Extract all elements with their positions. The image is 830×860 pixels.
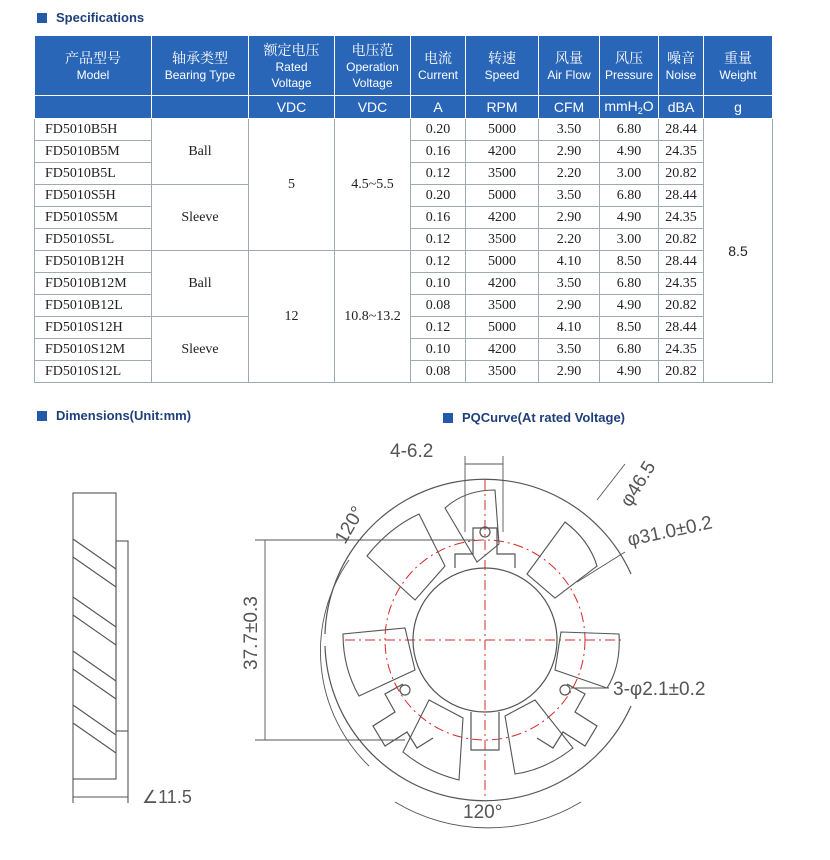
side-view-body [73,493,116,779]
speed-cell: 3500 [466,163,539,185]
unit-weight: g [704,96,773,119]
current-cell: 0.16 [411,141,466,163]
operation-voltage-cell: 10.8~13.2 [335,251,411,383]
model-cell: FD5010S5L [35,229,152,251]
speed-cell: 5000 [466,317,539,339]
airflow-cell: 2.90 [539,361,600,383]
speed-cell: 4200 [466,141,539,163]
pressure-cell: 4.90 [600,207,659,229]
unit-operation-voltage: VDC [335,96,411,119]
pressure-cell: 6.80 [600,185,659,207]
current-cell: 0.08 [411,295,466,317]
pressure-cell: 6.80 [600,273,659,295]
front-view-drawing [241,441,775,830]
airflow-cell: 3.50 [539,273,600,295]
noise-cell: 24.35 [659,273,704,295]
model-cell: FD5010S12H [35,317,152,339]
inner-dia-label: φ31.0±0.2 [625,512,715,551]
model-cell: FD5010B12H [35,251,152,273]
rated-voltage-cell: 5 [249,119,335,251]
unit-airflow: CFM [539,96,600,119]
pressure-cell: 6.80 [600,339,659,361]
current-cell: 0.10 [411,339,466,361]
section-square-icon [443,413,453,423]
airflow-cell: 2.90 [539,141,600,163]
operation-voltage-cell: 4.5~5.5 [335,119,411,251]
airflow-cell: 4.10 [539,251,600,273]
unit-pressure: mmH$_2$O [600,96,659,119]
noise-cell: 28.44 [659,119,704,141]
header-operation-voltage: 电压范 Operation Voltage [335,36,411,96]
noise-cell: 20.82 [659,295,704,317]
noise-cell: 24.35 [659,339,704,361]
pq-curve-title-text: PQCurve(At rated Voltage) [462,410,626,425]
header-speed: 转速 Speed [466,36,539,96]
header-weight: 重量 Weight [704,36,773,96]
speed-cell: 4200 [466,273,539,295]
current-cell: 0.12 [411,317,466,339]
mount-hole-left [400,685,410,695]
noise-cell: 28.44 [659,185,704,207]
unit-rated-voltage: VDC [249,96,335,119]
current-cell: 0.20 [411,119,466,141]
table-row [35,119,773,141]
header-noise: 噪音 Noise [659,36,704,96]
airflow-cell: 3.50 [539,119,600,141]
current-cell: 0.08 [411,361,466,383]
model-cell: FD5010B5M [35,141,152,163]
airflow-cell: 2.90 [539,207,600,229]
angle-top-label: 120° [331,502,369,548]
noise-cell: 28.44 [659,251,704,273]
model-cell: FD5010S5M [35,207,152,229]
pressure-cell: 8.50 [600,251,659,273]
dimensions-title [37,408,191,423]
model-cell: FD5010B12M [35,273,152,295]
blade-edge-1 [73,539,116,587]
side-view-hub [116,541,128,731]
current-cell: 0.12 [411,251,466,273]
bearing-cell: Ball [152,251,249,317]
blade-edge-3 [73,651,116,699]
specifications-title-text: Specifications [56,10,145,25]
noise-cell: 20.82 [659,229,704,251]
current-cell: 0.16 [411,207,466,229]
pq-curve-title [443,410,625,425]
current-cell: 0.20 [411,185,466,207]
noise-cell: 24.35 [659,141,704,163]
model-cell: FD5010B5L [35,163,152,185]
pressure-cell: 3.00 [600,163,659,185]
blade-edge-2 [73,597,116,645]
unit-noise: dBA [659,96,704,119]
pressure-cell: 6.80 [600,119,659,141]
outer-arc-top [325,479,631,634]
outer-arc-bottom [325,646,631,801]
noise-cell: 28.44 [659,317,704,339]
angle-bottom-label: 120° [463,802,503,823]
noise-cell: 20.82 [659,163,704,185]
speed-cell: 4200 [466,339,539,361]
section-square-icon [37,13,47,23]
unit-model-empty [35,96,152,119]
rated-voltage-cell: 12 [249,251,335,383]
header-current: 电流 Current [411,36,466,96]
noise-cell: 20.82 [659,361,704,383]
unit-current: A [411,96,466,119]
airflow-cell: 2.90 [539,295,600,317]
header-bearing: 轴承类型 Bearing Type [152,36,249,96]
outer-dia-label: φ46.5 [616,457,661,511]
angle-arc-left [320,560,369,766]
blade-edge-4 [73,705,116,753]
unit-bearing-empty [152,96,249,119]
model-cell: FD5010S12M [35,339,152,361]
airflow-cell: 3.50 [539,339,600,361]
hub-mount-right [537,684,597,748]
speed-cell: 4200 [466,207,539,229]
bearing-cell: Sleeve [152,317,249,383]
header-row [35,36,773,96]
model-cell: FD5010B5H [35,119,152,141]
noise-cell: 24.35 [659,207,704,229]
header-pressure: 风压 Pressure [600,36,659,96]
airflow-cell: 3.50 [539,185,600,207]
fan-blades [343,490,619,780]
pressure-cell: 8.50 [600,317,659,339]
unit-speed: RPM [466,96,539,119]
speed-cell: 5000 [466,251,539,273]
model-cell: FD5010S5H [35,185,152,207]
mount-hole-right [560,685,570,695]
section-square-icon [37,411,47,421]
header-rated-voltage: 额定电压 Rated Voltage [249,36,335,96]
airflow-cell: 4.10 [539,317,600,339]
inner-dia-leader [577,552,625,582]
current-cell: 0.12 [411,229,466,251]
speed-cell: 3500 [466,295,539,317]
airflow-cell: 2.20 [539,229,600,251]
table-row [35,251,773,273]
current-cell: 0.10 [411,273,466,295]
speed-cell: 3500 [466,229,539,251]
header-airflow: 风量 Air Flow [539,36,600,96]
model-cell: FD5010S12L [35,361,152,383]
bearing-cell: Ball [152,119,249,185]
holes-label: 4-6.2 [390,441,434,462]
bearing-cell: Sleeve [152,185,249,251]
airflow-cell: 2.20 [539,163,600,185]
model-cell: FD5010B12L [35,295,152,317]
height-label: 37.7±0.3 [241,596,262,670]
specifications-title [37,10,144,25]
pressure-cell: 4.90 [600,295,659,317]
pressure-cell: 4.90 [600,361,659,383]
small-holes-label: 3-φ2.1±0.2 [613,679,706,700]
weight-cell: 8.5 [704,119,773,383]
current-cell: 0.12 [411,163,466,185]
side-thickness-label: ∠11.5 [142,787,192,807]
pressure-cell: 3.00 [600,229,659,251]
speed-cell: 3500 [466,361,539,383]
hub-mount-left [373,684,433,748]
speed-cell: 5000 [466,185,539,207]
specifications-table [34,35,773,383]
header-model: 产品型号 Model [35,36,152,96]
side-view-drawing [60,485,210,815]
speed-cell: 5000 [466,119,539,141]
pressure-cell: 4.90 [600,141,659,163]
dimensions-title-text: Dimensions(Unit:mm) [56,408,192,423]
units-row [35,96,773,119]
